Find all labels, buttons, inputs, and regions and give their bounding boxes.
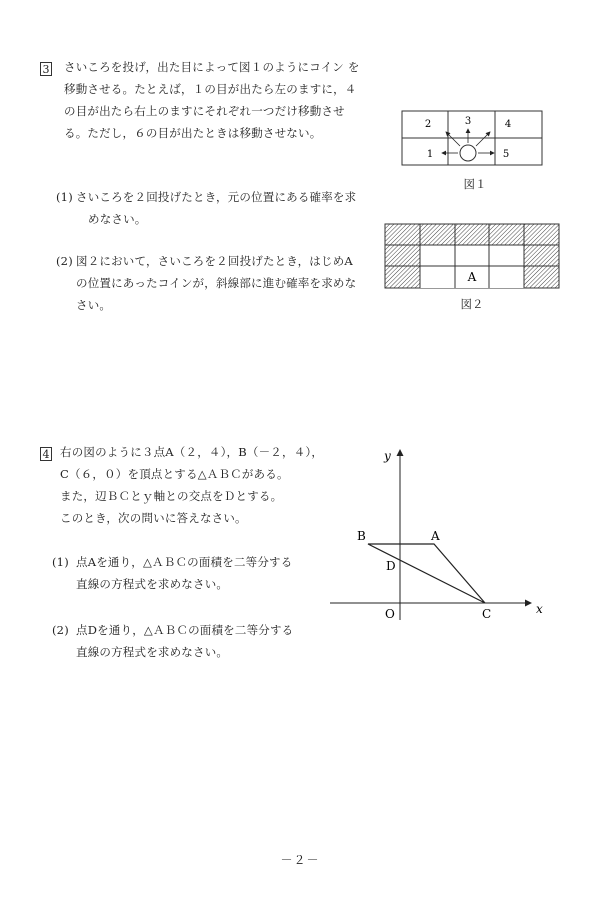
point-b-label: B: [357, 529, 366, 543]
q3-sub1-line-2: めなさい。: [88, 212, 147, 226]
q3-sub1-number: (1): [56, 190, 73, 204]
question-3-intro: [64, 56, 360, 144]
q4-intro-line-2: C（６，０）を頂点とする△ＡＢＣがある。: [60, 467, 289, 481]
q4-sub1-line-2: 直線の方程式を求めなさい。: [76, 577, 229, 591]
point-c-label: C: [482, 607, 492, 621]
q3-sub2-text: [76, 250, 356, 316]
y-axis-label: y: [384, 449, 391, 463]
q3-sub1-line-1: さいころを２回投げたとき，元の位置にある確率を求: [76, 190, 357, 204]
q3-intro-line-3: の目が出たら右上のますにそれぞれ一つだけ移動させ: [64, 104, 345, 118]
q3-intro-line-1: さいころを投げ，出た目によって図１のようにコイン を: [64, 60, 360, 74]
q4-sub2-text: [76, 619, 293, 663]
q3-sub2-number: (2): [56, 254, 73, 268]
x-axis-label: x: [536, 602, 543, 616]
fig1-label-1: 1: [426, 149, 434, 160]
figure-1-diagram: [400, 108, 550, 168]
q3-sub2-line-1: 図２において，さいころを２回投げたとき，はじめA: [76, 254, 353, 268]
q3-sub2-line-3: さい。: [76, 298, 112, 312]
question-4-intro: [60, 441, 323, 529]
q3-sub2-line-2: の位置にあったコインが，斜線部に進む確率を求めな: [76, 276, 357, 290]
q4-sub2-line-1: 点Dを通り，△ＡＢＣの面積を二等分する: [76, 623, 294, 637]
q3-sub1-text: [76, 186, 356, 230]
arrow-up-right-icon: [476, 132, 490, 146]
figure-2-caption: 図２: [460, 297, 484, 311]
q4-sub1-number: (1): [52, 555, 69, 569]
fig1-label-3: 3: [464, 116, 472, 127]
question-3-number: 3: [40, 62, 52, 76]
point-a-label: A: [431, 529, 440, 543]
figure-1-caption: 図１: [463, 177, 487, 191]
q4-intro-line-1: 右の図のように３点A（２，４），B（－２，４），: [60, 445, 324, 459]
fig1-label-4: 4: [504, 119, 512, 130]
fig2-cell-a-label: A: [467, 270, 477, 284]
q4-sub1-text: [76, 551, 292, 595]
point-d-label: D: [386, 559, 396, 573]
q4-intro-line-3: また，辺ＢＣとｙ軸との交点をＤとする。: [60, 489, 283, 503]
q4-intro-line-4: このとき，次の問いに答えなさい。: [60, 511, 247, 525]
figure-2-diagram: [383, 222, 561, 290]
fig1-label-2: 2: [424, 119, 432, 130]
q4-sub1-line-1: 点Aを通り，△ＡＢＣの面積を二等分する: [76, 555, 293, 569]
page-number: －２－: [280, 853, 320, 867]
triangle-abc: [368, 544, 485, 603]
q3-intro-line-2: 移動させる。たとえば，１の目が出たら左のますに，４: [64, 82, 357, 96]
origin-label: O: [385, 607, 395, 621]
fig1-label-5: 5: [502, 149, 510, 160]
q3-intro-line-4: る。ただし，６の目が出たときは移動させない。: [64, 126, 322, 140]
question-4-number: 4: [40, 447, 52, 461]
coordinate-graph: [325, 440, 545, 625]
q4-sub2-number: (2): [52, 623, 69, 637]
coin-icon: [460, 145, 476, 161]
q4-sub2-line-2: 直線の方程式を求めなさい。: [76, 645, 229, 659]
